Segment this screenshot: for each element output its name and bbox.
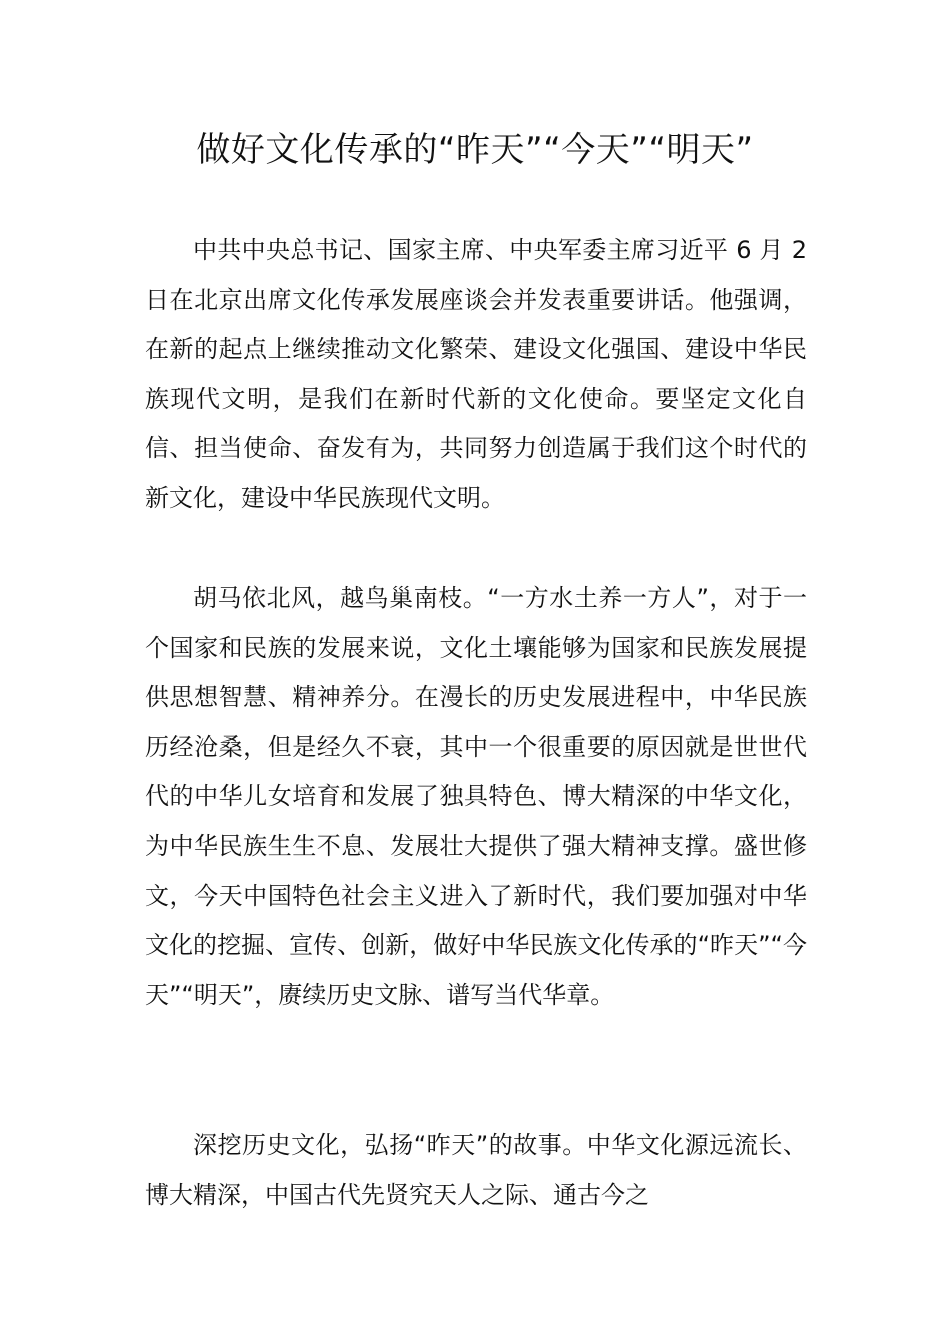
paragraph-3: 深挖历史文化，弘扬“昨天”的故事。中华文化源远流长、博大精深，中国古代先贤究天人之际、通古今之 (145, 1131, 807, 1209)
document-title: 做好文化传承的“昨天”“今天”“明天” (196, 130, 754, 170)
paragraph-1: 中共中央总书记、国家主席、中央军委主席习近平 6 月 2 日在北京出席文化传承发展座谈会并发表重要讲话。他强调，在新的起点上继续推动文化繁荣、建设文化强国、建设中华民族现代文明，是我们在新时代新的文化使命。要坚定文化自信、担当使命、奋发有为，共同努力创造属于我们这个时代的新文化，建设中华民族现代文明。 (145, 236, 807, 512)
paragraph-2: 胡马依北风，越鸟巢南枝。“一方水土养一方人”，对于一个国家和民族的发展来说，文化土壤能够为国家和民族发展提供思想智慧、精神养分。在漫长的历史发展进程中，中华民族历经沧桑，但是经久不衰，其中一个很重要的原因就是世世代代的中华儿女培育和发展了独具特色、博大精深的中华文化，为中华民族生生不息、发展壮大提供了强大精神支撑。盛世修文，今天中国特色社会主义进入了新时代，我们要加强对中华文化的挖掘、宣传、创新，做好中华民族文化传承的“昨天”“今天”“明天”，赓续历史文脉、谱写当代华章。 (145, 584, 807, 1009)
